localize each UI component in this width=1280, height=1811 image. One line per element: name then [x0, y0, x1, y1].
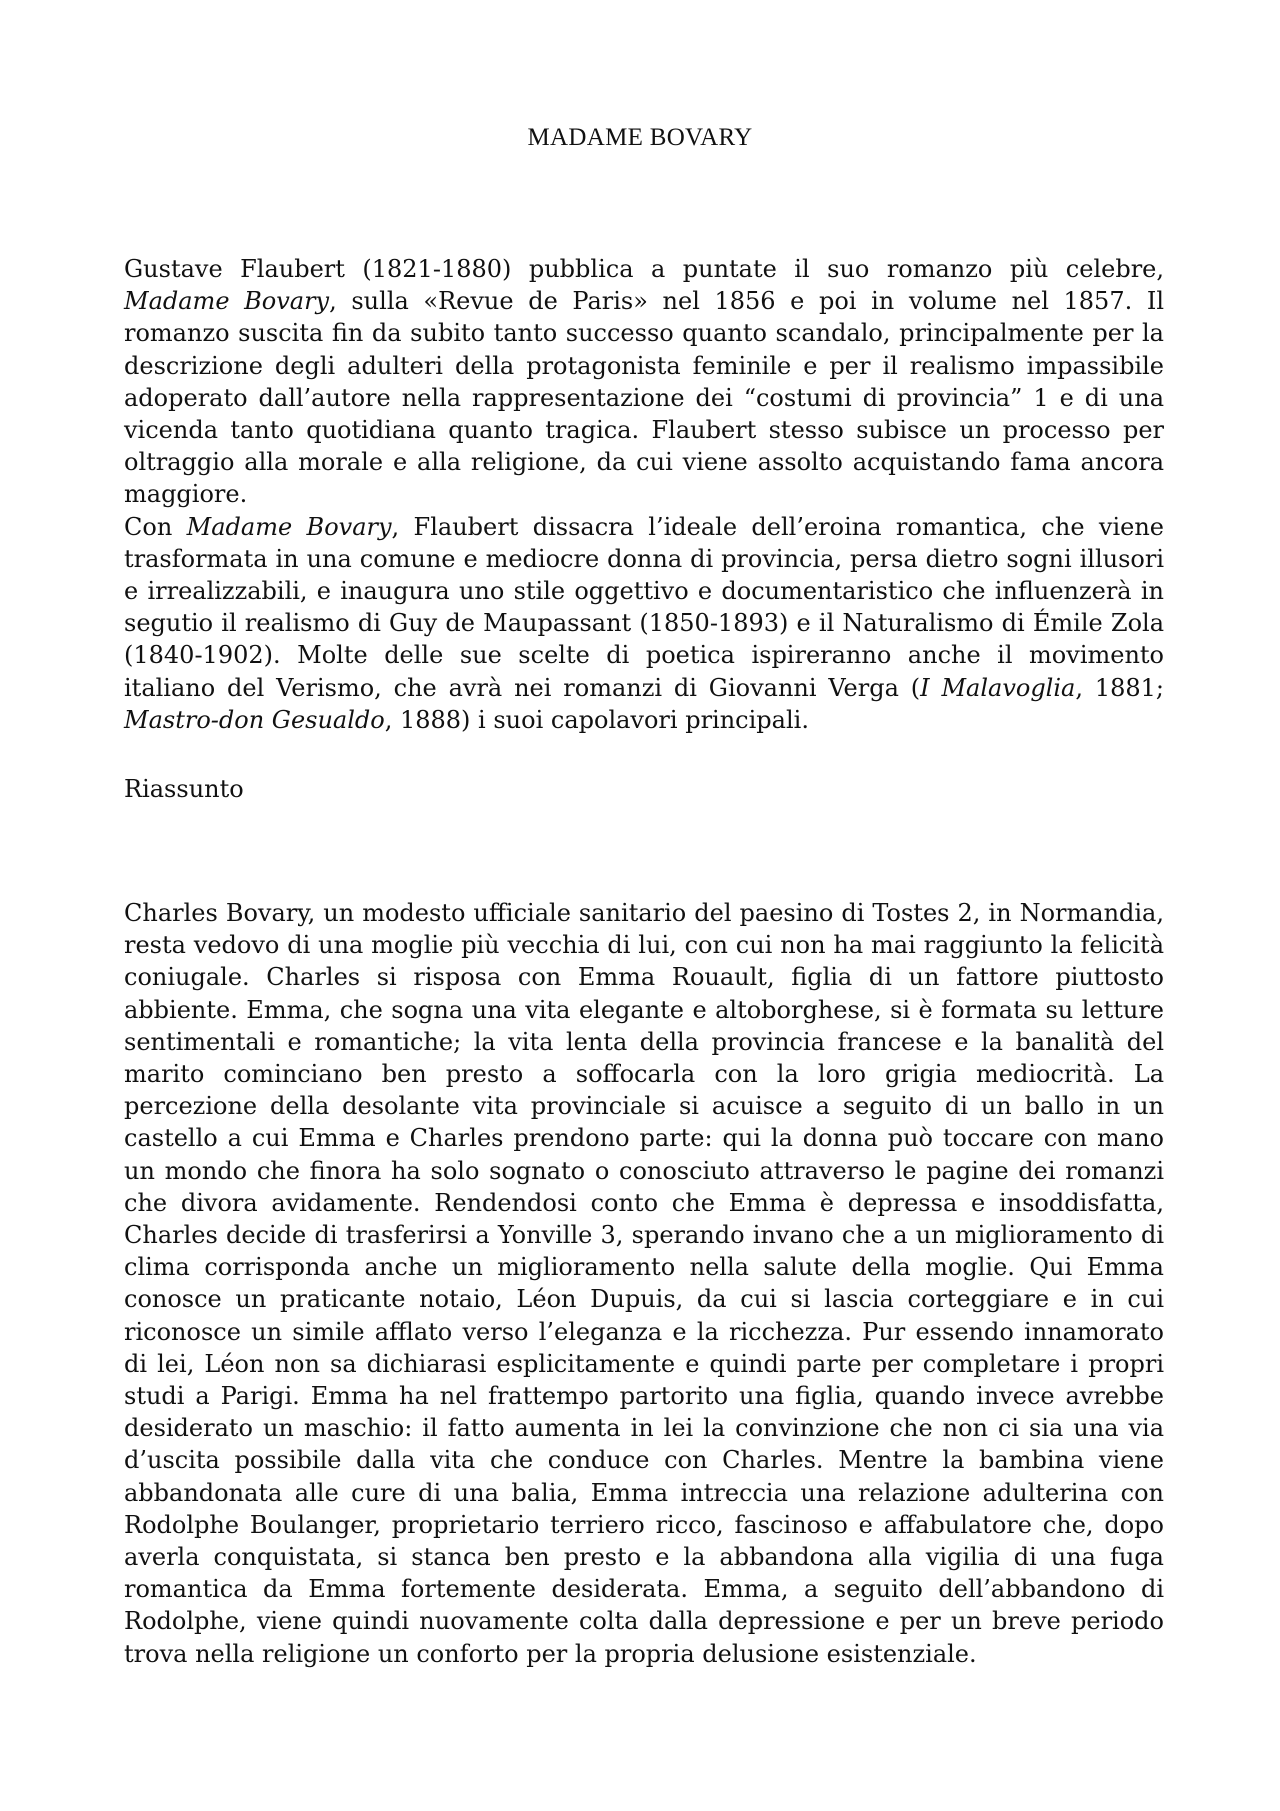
intro-p2-title-ref: Madame Bovary	[186, 512, 392, 541]
intro-p2-gesualdo-ref: Mastro-don Gesualdo	[124, 705, 385, 734]
intro-p2-text-g: , 1888) i suoi capolavori principali.	[384, 705, 809, 734]
intro-p1-title-ref: Madame Bovary	[124, 287, 330, 316]
introduction	[124, 253, 1164, 736]
intro-p2-text-e: , 1881;	[1075, 673, 1164, 702]
intro-p2-malavoglia-ref: I Malavoglia	[920, 673, 1076, 702]
intro-p1-text-c: , sulla «Revue de Paris» nel 1856 e poi in volume nel 1857. Il romanzo suscita fin da subito tanto successo quanto scandalo, principalmente per la descrizione degli adulteri della protagonista feminile e per il realismo impassibile adoperato dall’autore nella rappresentazione dei “costumi di provincia” 1 e di una vicenda tanto quotidiana quanto tragica. Flaubert stesso subisce un processo per oltraggio alla morale e alla religione, da cui viene assolto acquistando fama ancora maggiore.	[124, 287, 1164, 509]
summary-paragraph: Charles Bovary, un modesto ufficiale sanitario del paesino di Tostes 2, in Normandia, resta vedovo di una moglie più vecchia di lui, con cui non ha mai raggiunto la felicità coniugale. Charles si risposa con Emma Rouault, figlia di un fattore piuttosto abbiente. Emma, che sogna una vita elegante e altoborghese, si è formata su letture sentimentali e romantiche; la vita lenta della provincia francese e la banalità del marito cominciano ben presto a soffocarla con la loro grigia mediocrità. La percezione della desolante vita provinciale si acuisce a seguito di un ballo in un castello a cui Emma e Charles prendono parte: qui la donna può toccare con mano un mondo che finora ha solo sognato o conosciuto attraverso le pagine dei romanzi che divora avidamente. Rendendosi conto che Emma è depressa e insoddisfatta, Charles decide di trasferirsi a Yonville 3, sperando invano che a un miglioramento di clima corrisponda anche un miglioramento nella salute della moglie. Qui Emma conosce un praticante notaio, Léon Dupuis, da cui si lascia corteggiare e in cui riconosce un simile afflato verso l’eleganza e la ricchezza. Pur essendo innamorato di lei, Léon non sa dichiarasi esplicitamente e quindi parte per completare i propri studi a Parigi. Emma ha nel frattempo partorito una figlia, quando invece avrebbe desiderato un maschio: il fatto aumenta in lei la convinzione che non ci sia una via d’uscita possibile dalla vita che conduce con Charles. Mentre la bambina viene abbandonata alle cure di una balia, Emma intreccia una relazione adulterina con Rodolphe Boulanger, proprietario terriero ricco, fascinoso e affabulatore che, dopo averla conquistata, si stanca ben presto e la abbandona alla vigilia di una fuga romantica da Emma fortemente desiderata. Emma, a seguito dell’abbandono di Rodolphe, viene quindi nuovamente colta dalla depressione e per un breve periodo trova nella religione un conforto per la propria delusione esistenziale.	[124, 899, 1164, 1668]
intro-p2-text-a: Con	[124, 512, 187, 541]
intro-paragraph-2	[124, 511, 1164, 736]
intro-paragraph-1	[124, 253, 1164, 511]
document-title: MADAME BOVARY	[527, 124, 753, 151]
section-heading: Riassunto	[124, 775, 244, 803]
intro-p1-text-a: Gustave Flaubert (1821-1880) pubblica a puntate il suo romanzo più celebre,	[124, 255, 1164, 283]
intro-p2-text-c: , Flaubert dissacra l’ideale dell’eroina romantica, che viene trasformata in una comune e mediocre donna di provincia, persa dietro sogni illusori e irrealizzabili, e inaugura uno stile oggettivo e documentaristico che influenzerà in segutio il realismo di Guy de Maupassant (1850-1893) e il Naturalismo di Émile Zola (1840-1902). Molte delle sue scelte di poetica ispireranno anche il movimento italiano del Verismo, che avrà nei romanzi di Giovanni Verga (	[124, 512, 1164, 702]
